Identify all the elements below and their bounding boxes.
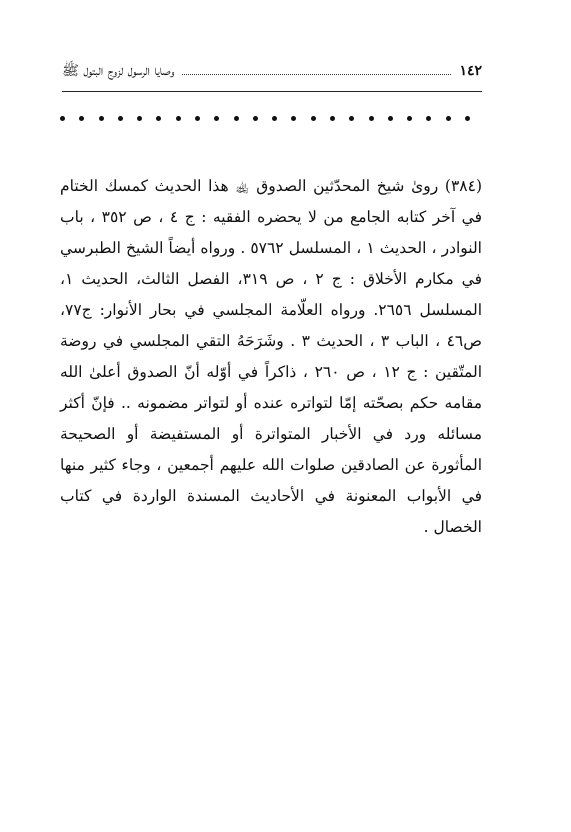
divider-dot [272,116,277,121]
divider-dot [465,116,470,121]
divider-dot [426,116,431,121]
divider-dot [79,116,84,121]
divider-dot [388,116,393,121]
divider-dot [60,116,65,121]
divider-dot [99,116,104,121]
divider-dot [137,116,142,121]
divider-dot [330,116,335,121]
divider-dot [176,116,181,121]
page-number: ١٤٢ [459,63,482,79]
divider-dot [446,116,451,121]
footnote-paragraph: (٣٨٤) روىٰ شيخ المحدّثين الصدوق ﵀ هذا الحديث كمسك الختام في آخر كتابه الجامع من لا يحضره الفقيه : ج ٤ ، ص ٣٥٢ ، باب النوادر ، الحديث ١ ، المسلسل ٥٧٦٢ . ورواه أيضاً الشيخ الطبرسي في مكارم الأخلاق : ج ٢ ، ص ٣١٩، الفصل الثالث، الحديث ١، المسلسل ٢٦٥٦. ورواه العلّامة المجلسي في بحار الأنوار: ج٧٧، ص٤٦ ، الباب ٣ ، الحديث ٣ . وشَرَحَهُ التقي المجلسي في روضة المتّقين : ج ١٢ ، ص ٢٦٠ ، ذاكراً في أوّله أنّ الصدوق أعلىٰ الله مقامه حكم بصحّته إمّا لتواتره عنده أو لتواتر مضمونه .. فإنّ أكثر مسائله ورد في الأخبار المتواترة أو المستفيضة أو الصحيحة المأثورة عن الصادقين صلوات الله عليهم أجمعين ، وجاء كثير منها في الأبواب المعنونة في الأحاديث المسندة الواردة في كتاب الخصال . [60,176,482,536]
page-header [62,62,482,90]
divider-dot [214,116,219,121]
divider-dot [407,116,412,121]
divider-dot [369,116,374,121]
divider-dot [311,116,316,121]
running-title: وصايا الرسول لزوج البتول ﷺ [62,63,175,79]
dotted-divider [60,116,470,121]
divider-dot [234,116,239,121]
divider-dot [349,116,354,121]
divider-dot [291,116,296,121]
divider-dot [195,116,200,121]
divider-dot [253,116,258,121]
header-rule [62,91,482,92]
header-dot-leader [182,64,451,75]
divider-dot [118,116,123,121]
divider-dot [156,116,161,121]
